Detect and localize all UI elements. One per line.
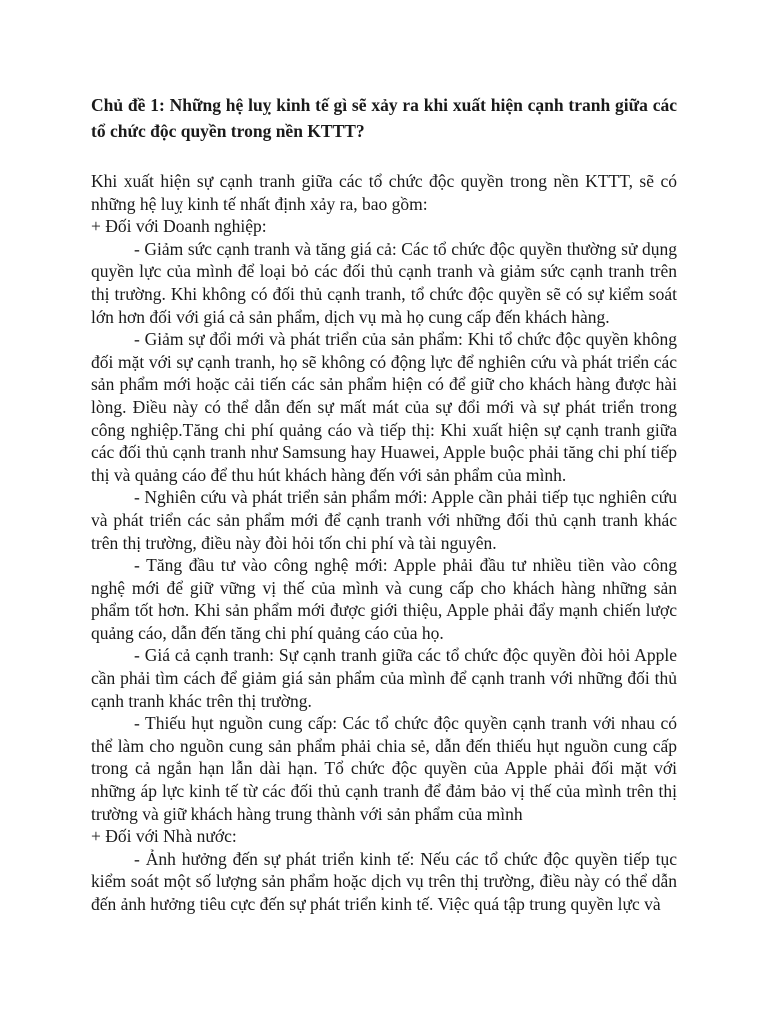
- section-heading-state: + Đối với Nhà nước:: [91, 826, 237, 847]
- paragraph-reduced-innovation: - Giảm sự đổi mới và phát triển của sản phẩm: Khi tổ chức độc quyền không đối mặt với sự cạnh tranh, họ sẽ không có động lực để nghiên cứu và phát triển các sản phẩm mới hoặc cải tiến các sản phẩm hiện có để giữ cho khách hàng được hài lòng. Điều này có thể dẫn đến sự mất mát của sự đổi mới và sự phát triển trong công nghiệp.Tăng chi phí quảng cáo và tiếp thị: Khi xuất hiện sự cạnh tranh giữa các đối thủ cạnh tranh như Samsung hay Huawei, Apple buộc phải tăng chi phí tiếp thị và quảng cáo để thu hút khách hàng đến với sản phẩm của mình.: [91, 329, 677, 485]
- paragraph-competitive-pricing: - Giá cả cạnh tranh: Sự cạnh tranh giữa các tổ chức độc quyền đòi hỏi Apple cần phải tìm cách để giảm giá sản phẩm của mình để cạnh tranh với những đối thủ cạnh tranh khác trên thị trường.: [91, 645, 677, 711]
- paragraph-research-development: - Nghiên cứu và phát triển sản phẩm mới: Apple cần phải tiếp tục nghiên cứu và phát triển các sản phẩm mới để cạnh tranh với những đối thủ cạnh tranh khác trên thị trường, điều này đòi hỏi tốn chi phí và tài nguyên.: [91, 487, 677, 553]
- paragraph-economic-development: - Ảnh hưởng đến sự phát triển kinh tế: Nếu các tổ chức độc quyền tiếp tục kiểm soát một số lượng sản phẩm hoặc dịch vụ trên thị trường, điều này có thể dẫn đến ảnh hưởng tiêu cực đến sự phát triển kinh tế. Việc quá tập trung quyền lực và: [91, 848, 677, 914]
- paragraph-technology-investment: - Tăng đầu tư vào công nghệ mới: Apple phải đầu tư nhiều tiền vào công nghệ mới để giữ vững vị thế của mình và cung cấp cho khách hàng những sản phẩm tốt hơn. Khi sản phẩm mới được giới thiệu, Apple phải đẩy mạnh chiến lược quảng cáo, dẫn đến tăng chi phí quảng cáo của họ.: [91, 555, 677, 643]
- section-heading-enterprise: + Đối với Doanh nghiệp:: [91, 216, 267, 237]
- paragraph-reduced-competition: - Giảm sức cạnh tranh và tăng giá cả: Các tổ chức độc quyền thường sử dụng quyền lực của mình để loại bỏ các đối thủ cạnh tranh và giảm sức cạnh tranh trên thị trường. Khi không có đối thủ cạnh tranh, tổ chức độc quyền sẽ có sự kiểm soát lớn hơn đối với giá cả sản phẩm, dịch vụ mà họ cung cấp đến khách hàng.: [91, 238, 677, 327]
- document-title: Chủ đề 1: Những hệ luỵ kinh tế gì sẽ xảy ra khi xuất hiện cạnh tranh giữa các tổ chức độc quyền trong nền KTTT?: [91, 95, 677, 141]
- paragraph-supply-shortage: - Thiếu hụt nguồn cung cấp: Các tổ chức độc quyền cạnh tranh với nhau có thể làm cho nguồn cung sản phẩm phải chia sẻ, dẫn đến thiếu hụt nguồn cung cấp trong cả ngắn hạn lẫn dài hạn. Tổ chức độc quyền của Apple phải đối mặt với những áp lực kinh tế từ các đối thủ cạnh tranh để đảm bảo vị thế của mình trên thị trường và giữ khách hàng trung thành với sản phẩm của mình: [91, 713, 677, 824]
- document-page: [91, 92, 677, 916]
- intro-paragraph: Khi xuất hiện sự cạnh tranh giữa các tổ chức độc quyền trong nền KTTT, sẽ có những hệ luỵ kinh tế nhất định xảy ra, bao gồm:: [91, 171, 677, 214]
